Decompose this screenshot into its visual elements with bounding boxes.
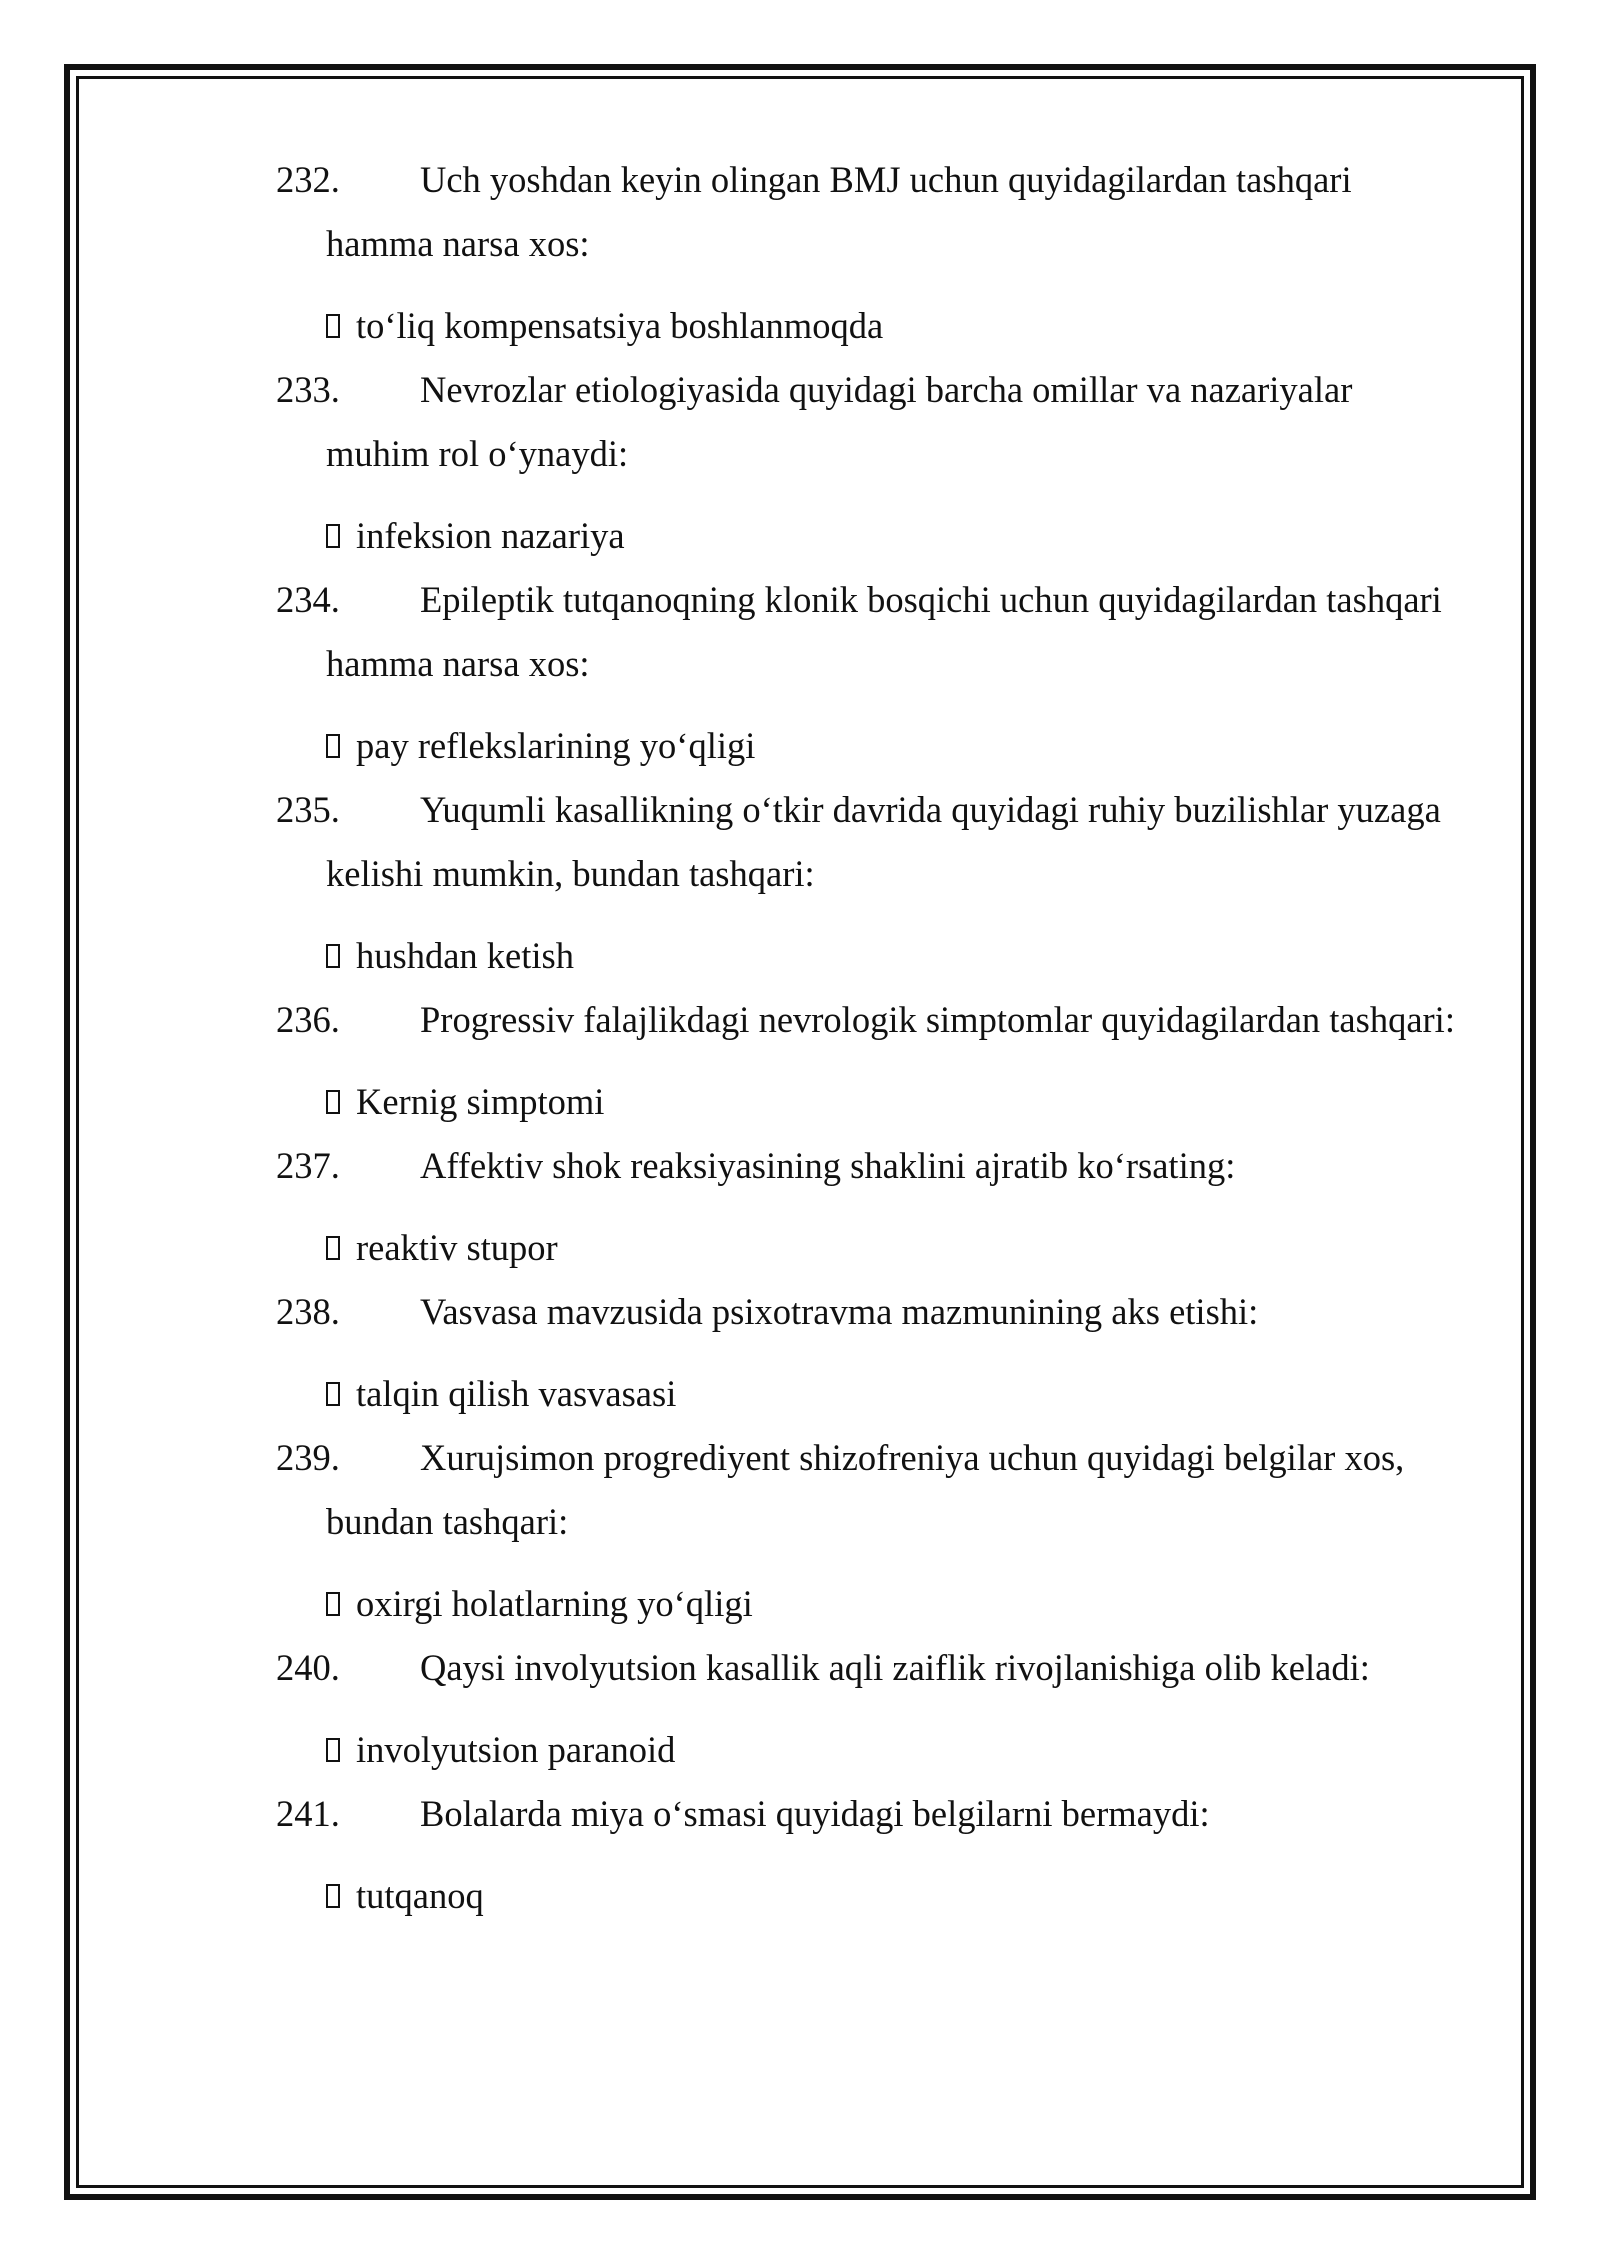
question-first-line — [276, 148, 1516, 212]
answer-row — [276, 1052, 1516, 1134]
question-text: Vasvasa mavzusida psixotravma mazmunining aks etishi: — [420, 1291, 1259, 1332]
answer-text: oxirgi holatlarning yo‘qligi — [356, 1583, 753, 1624]
answer-row — [276, 1846, 1516, 1928]
question-number: 239. — [276, 1437, 340, 1478]
question-item — [276, 1280, 1516, 1426]
missing-glyph-box-icon — [326, 734, 340, 758]
answer-text: pay reflekslarining yo‘qligi — [356, 725, 756, 766]
missing-glyph-box-icon — [326, 944, 340, 968]
missing-glyph-box-icon — [326, 1236, 340, 1260]
question-first-line — [276, 568, 1516, 632]
question-number: 241. — [276, 1793, 340, 1834]
question-text: Nevrozlar etiologiyasida quyidagi barcha omillar va nazariyalar — [420, 369, 1353, 410]
question-number: 240. — [276, 1647, 340, 1688]
question-first-line — [276, 1782, 1516, 1846]
question-text-continued: bundan tashqari: — [326, 1501, 569, 1542]
question-item — [276, 1782, 1516, 1928]
question-text: Progressiv falajlikdagi nevrologik simptomlar quyidagilardan tashqari: — [420, 999, 1455, 1040]
missing-glyph-box-icon — [326, 314, 340, 338]
missing-glyph-box-icon — [326, 1382, 340, 1406]
question-text: Epileptik tutqanoqning klonik bosqichi uchun quyidagilardan tashqari — [420, 579, 1442, 620]
question-item — [276, 1134, 1516, 1280]
question-item — [276, 988, 1516, 1134]
question-item — [276, 358, 1516, 568]
answer-row — [276, 1198, 1516, 1280]
answer-text: reaktiv stupor — [356, 1227, 558, 1268]
question-text: Yuqumli kasallikning o‘tkir davrida quyidagi ruhiy buzilishlar yuzaga — [420, 789, 1441, 830]
question-number: 237. — [276, 1145, 340, 1186]
question-text: Xurujsimon progrediyent shizofreniya uchun quyidagi belgilar xos, — [420, 1437, 1405, 1478]
question-first-line — [276, 358, 1516, 422]
question-item — [276, 1426, 1516, 1636]
missing-glyph-box-icon — [326, 1090, 340, 1114]
question-item — [276, 1636, 1516, 1782]
question-number: 233. — [276, 369, 340, 410]
question-number: 236. — [276, 999, 340, 1040]
answer-text: talqin qilish vasvasasi — [356, 1373, 677, 1414]
question-text: Qaysi involyutsion kasallik aqli zaiflik rivojlanishiga olib keladi: — [420, 1647, 1370, 1688]
answer-row — [276, 696, 1516, 778]
question-text: Uch yoshdan keyin olingan BMJ uchun quyidagilardan tashqari — [420, 159, 1352, 200]
question-first-line — [276, 988, 1516, 1052]
missing-glyph-box-icon — [326, 1738, 340, 1762]
answer-text: Kernig simptomi — [356, 1081, 605, 1122]
question-text-continued: hamma narsa xos: — [326, 223, 590, 264]
question-text-continued: muhim rol o‘ynaydi: — [326, 433, 629, 474]
question-first-line — [276, 1426, 1516, 1490]
answer-row — [276, 906, 1516, 988]
question-item — [276, 148, 1516, 358]
question-text-continued: hamma narsa xos: — [326, 643, 590, 684]
question-item — [276, 568, 1516, 778]
answer-text: involyutsion paranoid — [356, 1729, 676, 1770]
missing-glyph-box-icon — [326, 1592, 340, 1616]
answer-text: infeksion nazariya — [356, 515, 625, 556]
question-number: 232. — [276, 159, 340, 200]
answer-row — [276, 1344, 1516, 1426]
missing-glyph-box-icon — [326, 524, 340, 548]
question-first-line — [276, 1636, 1516, 1700]
question-number: 238. — [276, 1291, 340, 1332]
question-text: Bolalarda miya o‘smasi quyidagi belgilarni bermaydi: — [420, 1793, 1210, 1834]
missing-glyph-box-icon — [326, 1884, 340, 1908]
question-text-continued: kelishi mumkin, bundan tashqari: — [326, 853, 815, 894]
question-first-line — [276, 1280, 1516, 1344]
answer-row — [276, 1554, 1516, 1636]
question-first-line — [276, 778, 1516, 842]
question-list — [276, 148, 1516, 1928]
answer-row — [276, 486, 1516, 568]
question-text: Affektiv shok reaksiyasining shaklini ajratib ko‘rsating: — [420, 1145, 1236, 1186]
question-item — [276, 778, 1516, 988]
question-number: 234. — [276, 579, 340, 620]
question-first-line — [276, 1134, 1516, 1198]
answer-row — [276, 276, 1516, 358]
answer-row — [276, 1700, 1516, 1782]
answer-text: tutqanoq — [356, 1875, 484, 1916]
question-number: 235. — [276, 789, 340, 830]
answer-text: to‘liq kompensatsiya boshlanmoqda — [356, 305, 884, 346]
answer-text: hushdan ketish — [356, 935, 574, 976]
